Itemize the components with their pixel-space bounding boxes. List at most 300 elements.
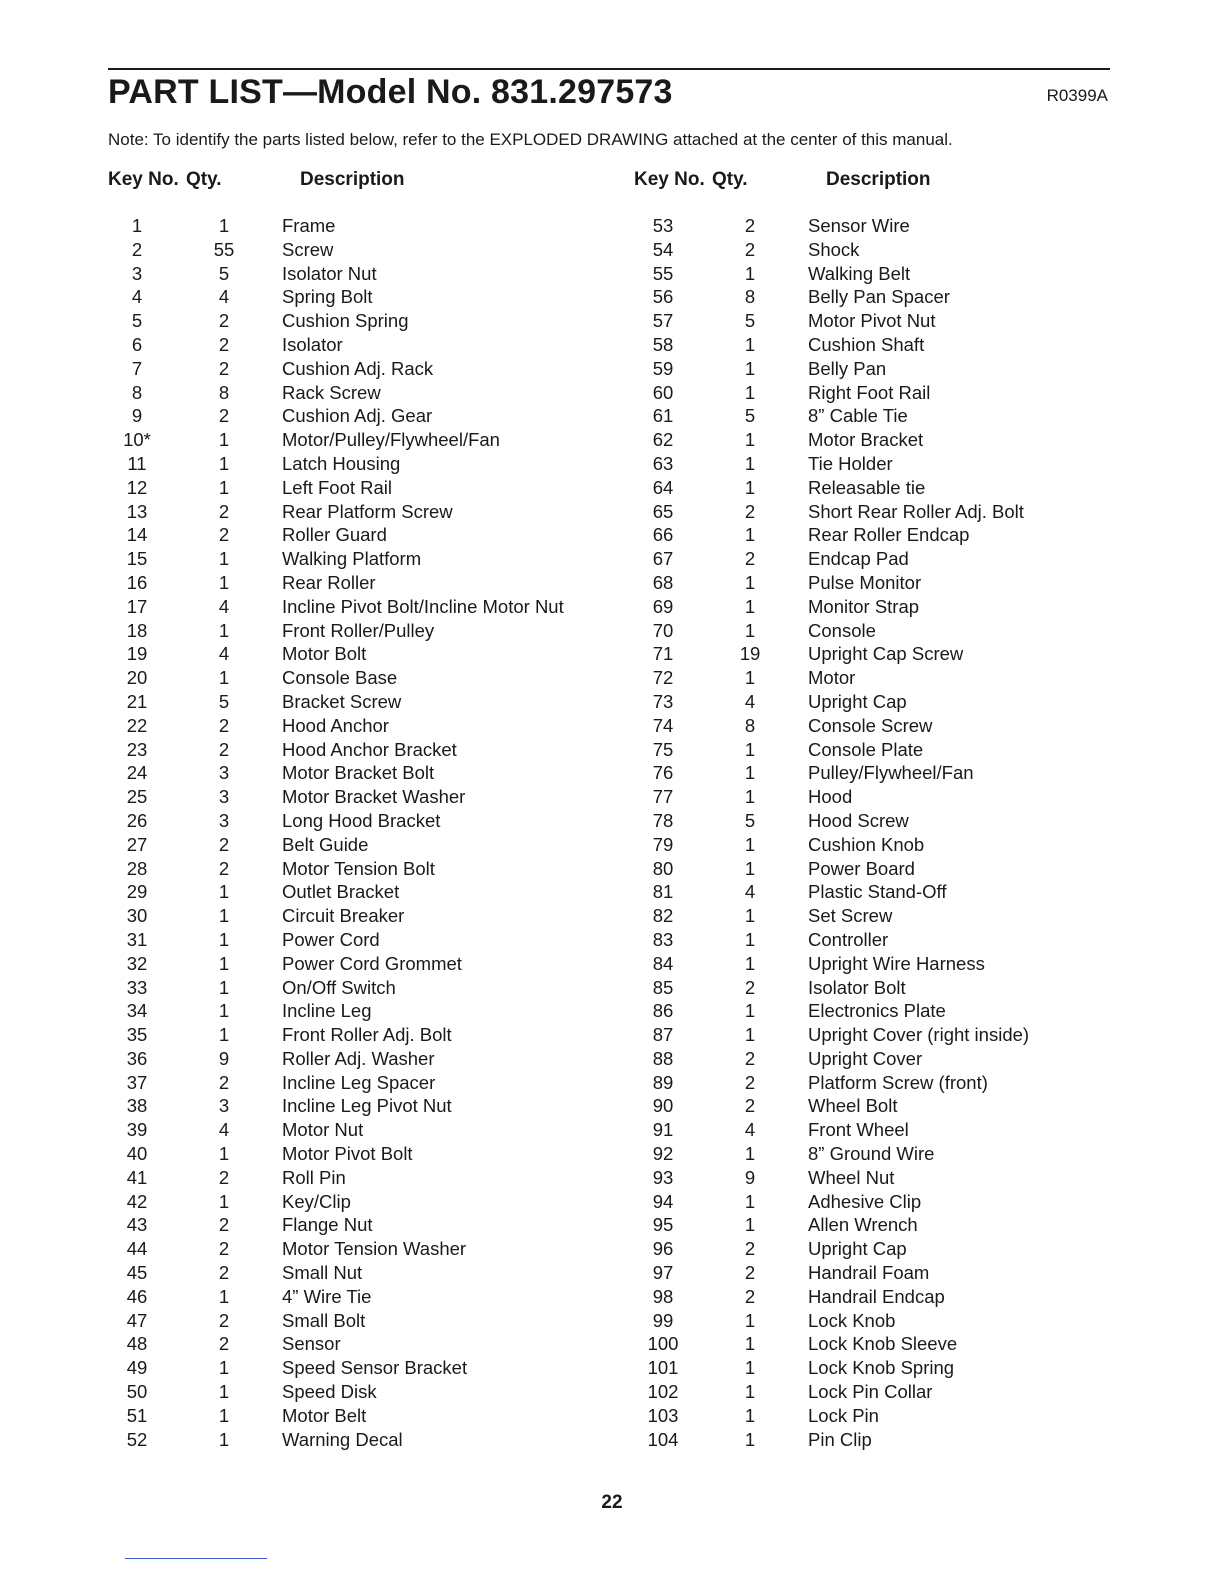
part-description: Sensor [282, 1333, 341, 1355]
part-description: Hood [808, 786, 853, 808]
part-key-no: 8 [131, 381, 143, 403]
part-key-no: 51 [126, 1404, 148, 1426]
part-key-no: 15 [126, 548, 148, 570]
part-row [634, 214, 1156, 238]
part-row [634, 309, 1156, 333]
part-row [634, 714, 1156, 738]
part-qty: 1 [744, 262, 756, 284]
part-qty: 2 [218, 524, 230, 546]
part-description: Handrail Foam [808, 1262, 930, 1284]
column-header [108, 168, 630, 192]
part-qty: 2 [218, 714, 230, 736]
part-qty: 1 [744, 1024, 756, 1046]
part-description: Allen Wrench [808, 1214, 918, 1236]
part-key-no: 88 [652, 1047, 674, 1069]
part-row [108, 1213, 630, 1237]
part-qty: 5 [744, 405, 756, 427]
part-key-no: 36 [126, 1047, 148, 1069]
part-key-no: 98 [652, 1285, 674, 1307]
part-description: Motor Belt [282, 1404, 367, 1426]
part-key-no: 29 [126, 881, 148, 903]
part-key-no: 35 [126, 1024, 148, 1046]
part-row [108, 1285, 630, 1309]
part-qty: 1 [744, 1357, 756, 1379]
part-row [108, 1047, 630, 1071]
part-key-no: 101 [647, 1357, 679, 1379]
document-code: R0399A [1046, 86, 1108, 105]
part-key-no: 20 [126, 667, 148, 689]
part-key-no: 95 [652, 1214, 674, 1236]
part-qty: 1 [218, 1357, 230, 1379]
part-description: Cushion Knob [808, 833, 925, 855]
part-description: Rear Roller [282, 571, 376, 593]
part-row [634, 1261, 1156, 1285]
part-qty: 1 [744, 1000, 756, 1022]
part-row [108, 690, 630, 714]
part-row [634, 357, 1156, 381]
part-description: Right Foot Rail [808, 381, 931, 403]
part-description: Motor Nut [282, 1119, 364, 1141]
part-qty: 5 [744, 809, 756, 831]
part-description: Console [808, 619, 876, 641]
part-row [634, 500, 1156, 524]
part-qty: 1 [744, 357, 756, 379]
part-qty: 2 [744, 215, 756, 236]
part-key-no: 1 [131, 215, 143, 236]
part-description: Hood Anchor Bracket [282, 738, 457, 760]
part-key-no: 52 [126, 1428, 148, 1450]
part-description: Motor Pivot Nut [808, 310, 936, 332]
part-description: Speed Disk [282, 1381, 377, 1403]
part-key-no: 54 [652, 238, 674, 260]
part-key-no: 62 [652, 429, 674, 451]
part-description: 8” Cable Tie [808, 405, 908, 427]
part-row [634, 642, 1156, 666]
part-qty: 3 [218, 786, 230, 808]
part-qty: 3 [218, 762, 230, 784]
part-description: Motor Tension Washer [282, 1238, 467, 1260]
part-description: Front Roller Adj. Bolt [282, 1024, 452, 1046]
part-qty: 4 [218, 1119, 230, 1141]
part-description: Bracket Screw [282, 690, 402, 712]
part-key-no: 91 [652, 1119, 674, 1141]
part-description: Roller Guard [282, 524, 387, 546]
part-key-no: 39 [126, 1119, 148, 1141]
part-key-no: 83 [652, 928, 674, 950]
part-description: Monitor Strap [808, 595, 920, 617]
part-row [108, 904, 630, 928]
part-row [634, 1047, 1156, 1071]
part-qty: 2 [218, 1214, 230, 1236]
part-qty: 1 [218, 667, 230, 689]
part-description: Motor Tension Bolt [282, 857, 435, 879]
part-key-no: 33 [126, 976, 148, 998]
part-description: Cushion Adj. Gear [282, 405, 433, 427]
part-key-no: 68 [652, 571, 674, 593]
part-key-no: 99 [652, 1309, 674, 1331]
part-description: Walking Belt [808, 262, 911, 284]
parts-list-right [634, 214, 1156, 1451]
part-row [108, 404, 630, 428]
part-description: Set Screw [808, 905, 893, 927]
part-key-no: 58 [652, 333, 674, 355]
part-description: On/Off Switch [282, 976, 396, 998]
part-row [108, 595, 630, 619]
part-description: Lock Pin Collar [808, 1381, 933, 1403]
part-qty: 1 [744, 1143, 756, 1165]
part-qty: 1 [744, 452, 756, 474]
part-row [108, 428, 630, 452]
part-row [634, 738, 1156, 762]
part-key-no: 90 [652, 1095, 674, 1117]
part-description: Screw [282, 238, 334, 260]
part-qty: 2 [744, 500, 756, 522]
part-qty: 2 [218, 1333, 230, 1355]
part-key-no: 77 [652, 786, 674, 808]
part-key-no: 70 [652, 619, 674, 641]
part-key-no: 50 [126, 1381, 148, 1403]
part-row [108, 976, 630, 1000]
part-key-no: 3 [131, 262, 143, 284]
part-row [634, 1356, 1156, 1380]
part-qty: 1 [744, 524, 756, 546]
part-row [634, 1118, 1156, 1142]
part-description: Incline Pivot Bolt/Incline Motor Nut [282, 595, 564, 617]
part-row [108, 214, 630, 238]
part-key-no: 7 [131, 357, 143, 379]
part-description: Hood Screw [808, 809, 909, 831]
part-key-no: 56 [652, 286, 674, 308]
part-row [108, 952, 630, 976]
header-description: Description [826, 169, 931, 190]
part-key-no: 2 [131, 238, 143, 260]
part-key-no: 37 [126, 1071, 148, 1093]
part-qty: 2 [218, 405, 230, 427]
part-description: Wheel Bolt [808, 1095, 898, 1117]
part-key-no: 45 [126, 1262, 148, 1284]
part-key-no: 40 [126, 1143, 148, 1165]
part-row [634, 833, 1156, 857]
part-qty: 2 [744, 1238, 756, 1260]
part-key-no: 42 [126, 1190, 148, 1212]
part-description: Isolator [282, 333, 343, 355]
part-qty: 1 [744, 381, 756, 403]
part-row [108, 1332, 630, 1356]
part-qty: 1 [744, 1333, 756, 1355]
part-qty: 1 [218, 976, 230, 998]
part-qty: 1 [744, 429, 756, 451]
part-qty: 5 [744, 310, 756, 332]
part-qty: 3 [218, 1095, 230, 1117]
part-description: Wheel Nut [808, 1166, 895, 1188]
part-description: Upright Cap Screw [808, 643, 964, 665]
part-qty: 1 [744, 833, 756, 855]
part-row [634, 1428, 1156, 1452]
part-qty: 1 [744, 1428, 756, 1450]
part-row [108, 333, 630, 357]
part-description: Motor Bracket Bolt [282, 762, 435, 784]
part-description: Incline Leg Spacer [282, 1071, 436, 1093]
part-description: Power Cord [282, 928, 380, 950]
part-description: Electronics Plate [808, 1000, 946, 1022]
part-description: Cushion Shaft [808, 333, 925, 355]
part-qty: 4 [744, 881, 756, 903]
part-row [634, 381, 1156, 405]
part-qty: 9 [744, 1166, 756, 1188]
part-key-no: 55 [652, 262, 674, 284]
part-description: Frame [282, 215, 336, 236]
part-key-no: 66 [652, 524, 674, 546]
part-qty: 2 [744, 1095, 756, 1117]
part-row [108, 1428, 630, 1452]
part-description: Lock Knob Sleeve [808, 1333, 958, 1355]
header-qty: Qty. [186, 169, 222, 190]
part-key-no: 76 [652, 762, 674, 784]
part-qty: 1 [744, 1381, 756, 1403]
part-row [634, 595, 1156, 619]
part-qty: 2 [218, 333, 230, 355]
part-qty: 1 [218, 1428, 230, 1450]
part-row [108, 1356, 630, 1380]
part-description: Pulse Monitor [808, 571, 922, 593]
part-qty: 2 [744, 1262, 756, 1284]
part-row [108, 1023, 630, 1047]
part-description: Platform Screw (front) [808, 1071, 988, 1093]
part-description: Outlet Bracket [282, 881, 400, 903]
part-key-no: 97 [652, 1262, 674, 1284]
part-description: Short Rear Roller Adj. Bolt [808, 500, 1024, 522]
part-description: Power Cord Grommet [282, 952, 462, 974]
part-row [634, 547, 1156, 571]
part-key-no: 25 [126, 786, 148, 808]
part-description: Rear Roller Endcap [808, 524, 970, 546]
column-header [634, 168, 1156, 192]
part-description: Hood Anchor [282, 714, 389, 736]
part-qty: 1 [744, 667, 756, 689]
part-row [634, 952, 1156, 976]
part-row [634, 976, 1156, 1000]
part-key-no: 65 [652, 500, 674, 522]
part-key-no: 14 [126, 524, 148, 546]
part-key-no: 81 [652, 881, 674, 903]
part-row [108, 262, 630, 286]
part-qty: 1 [744, 1214, 756, 1236]
part-description: Belly Pan Spacer [808, 286, 950, 308]
part-description: Incline Leg [282, 1000, 372, 1022]
part-row [108, 928, 630, 952]
part-key-no: 38 [126, 1095, 148, 1117]
page-title: PART LIST—Model No. 831.297573 [108, 73, 673, 111]
part-key-no: 4 [131, 286, 143, 308]
part-description: Lock Knob Spring [808, 1357, 955, 1379]
part-qty: 4 [218, 286, 230, 308]
part-description: Walking Platform [282, 548, 422, 570]
part-qty: 2 [218, 857, 230, 879]
part-row [634, 238, 1156, 262]
part-row [634, 857, 1156, 881]
part-qty: 1 [218, 1143, 230, 1165]
part-key-no: 26 [126, 809, 148, 831]
part-row [634, 1213, 1156, 1237]
part-description: Isolator Bolt [808, 976, 906, 998]
part-row [108, 309, 630, 333]
part-row [108, 571, 630, 595]
part-description: Motor/Pulley/Flywheel/Fan [282, 429, 500, 451]
part-row [634, 1285, 1156, 1309]
part-key-no: 80 [652, 857, 674, 879]
part-qty: 1 [218, 452, 230, 474]
part-qty: 1 [744, 1309, 756, 1331]
part-qty: 1 [218, 1000, 230, 1022]
part-qty: 1 [218, 548, 230, 570]
part-qty: 1 [744, 928, 756, 950]
part-row [108, 761, 630, 785]
part-description: Latch Housing [282, 452, 401, 474]
part-qty: 1 [744, 333, 756, 355]
part-row [634, 1190, 1156, 1214]
part-qty: 2 [744, 1285, 756, 1307]
part-qty: 1 [744, 595, 756, 617]
part-row [108, 285, 630, 309]
part-key-no: 71 [652, 643, 674, 665]
part-row [634, 262, 1156, 286]
part-qty: 8 [744, 286, 756, 308]
part-key-no: 5 [131, 310, 143, 332]
part-key-no: 87 [652, 1024, 674, 1046]
part-row [108, 1237, 630, 1261]
part-row [108, 619, 630, 643]
part-description: Belly Pan [808, 357, 887, 379]
part-description: Key/Clip [282, 1190, 351, 1212]
note-text: Note: To identify the parts listed below, refer to the EXPLODED DRAWING attached at the center of this manual. [108, 130, 953, 149]
part-description: Console Base [282, 667, 398, 689]
part-row [634, 785, 1156, 809]
part-qty: 4 [218, 595, 230, 617]
part-key-no: 22 [126, 714, 148, 736]
part-row [634, 666, 1156, 690]
part-description: Releasable tie [808, 476, 926, 498]
part-qty: 2 [744, 1047, 756, 1069]
part-row [634, 1309, 1156, 1333]
part-description: Console Screw [808, 714, 933, 736]
part-key-no: 78 [652, 809, 674, 831]
part-key-no: 79 [652, 833, 674, 855]
part-description: Small Nut [282, 1262, 363, 1284]
part-qty: 2 [218, 1262, 230, 1284]
part-row [634, 999, 1156, 1023]
part-description: Endcap Pad [808, 548, 909, 570]
part-row [634, 904, 1156, 928]
part-qty: 2 [744, 1071, 756, 1093]
part-qty: 19 [739, 643, 761, 665]
part-description: Cushion Adj. Rack [282, 357, 434, 379]
parts-column-left [108, 168, 630, 1451]
part-row [634, 1166, 1156, 1190]
part-row [634, 809, 1156, 833]
part-description: Cushion Spring [282, 310, 409, 332]
part-row [634, 928, 1156, 952]
part-description: Speed Sensor Bracket [282, 1357, 468, 1379]
part-qty: 2 [218, 310, 230, 332]
part-key-no: 43 [126, 1214, 148, 1236]
part-qty: 2 [218, 1071, 230, 1093]
part-description: Shock [808, 238, 860, 260]
part-key-no: 103 [647, 1404, 679, 1426]
part-row [108, 1094, 630, 1118]
part-key-no: 21 [126, 690, 148, 712]
part-key-no: 85 [652, 976, 674, 998]
part-description: Adhesive Clip [808, 1190, 922, 1212]
part-key-no: 59 [652, 357, 674, 379]
part-key-no: 31 [126, 928, 148, 950]
part-row [108, 642, 630, 666]
part-description: Upright Cover [808, 1047, 923, 1069]
header-key-no: Key No. [108, 169, 179, 190]
part-description: Sensor Wire [808, 215, 910, 236]
header-description: Description [300, 169, 405, 190]
part-row [108, 381, 630, 405]
part-key-no: 69 [652, 595, 674, 617]
part-key-no: 10* [123, 429, 151, 451]
part-row [634, 690, 1156, 714]
part-qty: 2 [218, 1309, 230, 1331]
header-qty: Qty. [712, 169, 748, 190]
part-qty: 55 [213, 238, 235, 260]
part-row [634, 1094, 1156, 1118]
part-row [108, 1118, 630, 1142]
part-description: Motor [808, 667, 856, 689]
part-key-no: 30 [126, 905, 148, 927]
part-key-no: 102 [647, 1381, 679, 1403]
part-qty: 2 [744, 238, 756, 260]
part-key-no: 32 [126, 952, 148, 974]
part-key-no: 93 [652, 1166, 674, 1188]
part-description: Flange Nut [282, 1214, 373, 1236]
part-row [108, 1309, 630, 1333]
part-description: Motor Pivot Bolt [282, 1143, 413, 1165]
part-key-no: 16 [126, 571, 148, 593]
part-row [108, 1142, 630, 1166]
part-key-no: 47 [126, 1309, 148, 1331]
page-number: 22 [601, 1492, 623, 1513]
part-description: Motor Bracket [808, 429, 924, 451]
part-description: Left Foot Rail [282, 476, 393, 498]
part-description: Circuit Breaker [282, 905, 405, 927]
part-qty: 1 [744, 476, 756, 498]
part-description: Tie Holder [808, 452, 893, 474]
part-row [108, 833, 630, 857]
part-key-no: 28 [126, 857, 148, 879]
part-key-no: 61 [652, 405, 674, 427]
part-description: 8” Ground Wire [808, 1143, 935, 1165]
part-row [634, 1237, 1156, 1261]
part-qty: 1 [744, 571, 756, 593]
part-row [108, 1404, 630, 1428]
part-key-no: 27 [126, 833, 148, 855]
part-key-no: 18 [126, 619, 148, 641]
part-description: Rack Screw [282, 381, 381, 403]
part-description: Spring Bolt [282, 286, 373, 308]
part-qty: 1 [744, 905, 756, 927]
part-qty: 1 [218, 952, 230, 974]
part-qty: 1 [744, 1190, 756, 1212]
part-row [634, 1023, 1156, 1047]
part-qty: 2 [218, 1166, 230, 1188]
part-qty: 1 [744, 762, 756, 784]
part-qty: 8 [744, 714, 756, 736]
part-row [108, 523, 630, 547]
part-key-no: 64 [652, 476, 674, 498]
